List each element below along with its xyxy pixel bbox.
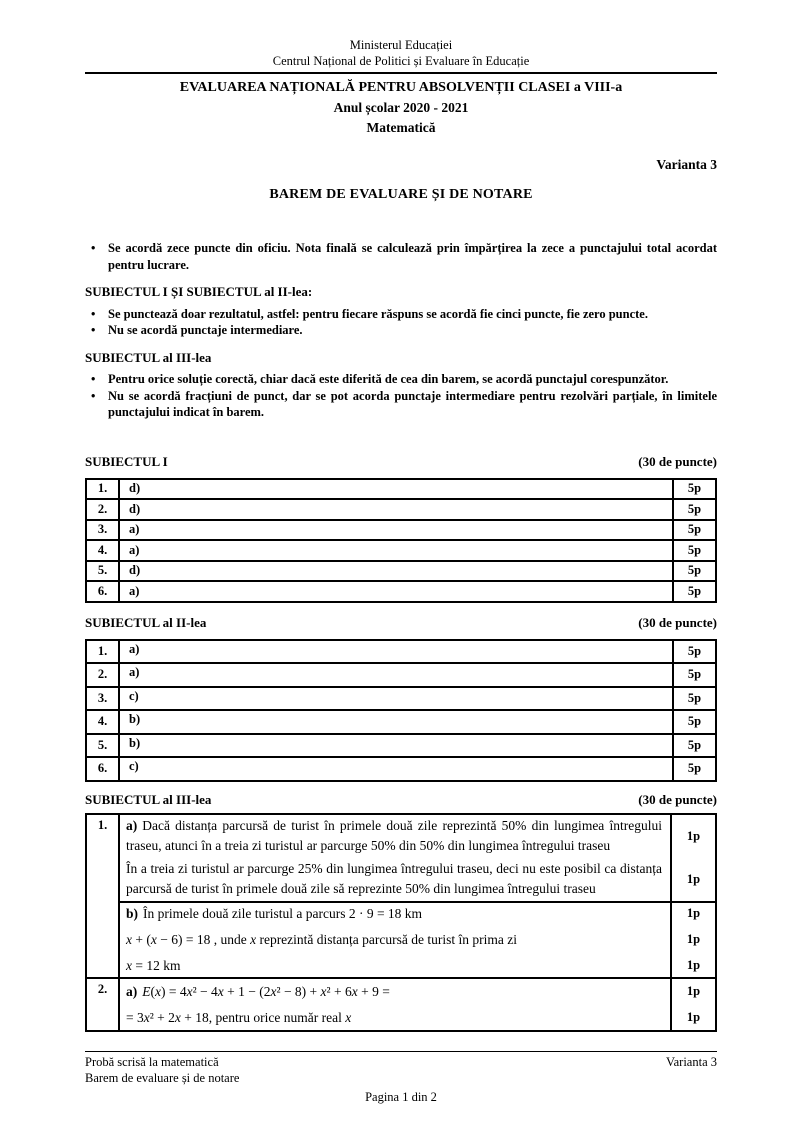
row-number: 4. [86, 540, 119, 561]
row-answer: c) [119, 687, 673, 711]
table-row [86, 663, 716, 687]
solution-line [120, 815, 715, 858]
table-row [86, 479, 716, 500]
line-points: 1p [670, 955, 715, 978]
solution-line [120, 955, 715, 978]
row-points: 5p [673, 663, 716, 687]
footer-divider [85, 1051, 717, 1052]
row-number: 2. [86, 499, 119, 520]
row-number: 1. [86, 479, 119, 500]
row-points: 5p [673, 540, 716, 561]
table-row [86, 687, 716, 711]
row-number: 4. [86, 710, 119, 734]
line-points: 1p [670, 858, 715, 901]
question-number: 1. [87, 815, 120, 978]
row-answer: a) [119, 581, 673, 602]
subject1-heading: SUBIECTUL I [85, 453, 168, 469]
row-points: 5p [673, 640, 716, 664]
row-number: 5. [86, 734, 119, 758]
row-number: 6. [86, 581, 119, 602]
row-answer: a) [119, 640, 673, 664]
row-answer: d) [119, 499, 673, 520]
row-answer: b) [119, 710, 673, 734]
footer [85, 1054, 717, 1105]
subject3-heading: SUBIECTUL al III-lea [85, 791, 212, 807]
variant-label: Varianta 3 [656, 157, 717, 172]
bullet-icon: • [91, 306, 96, 321]
instruction-item: • Nu se acordă punctaje intermediare. [85, 322, 717, 339]
row-points: 5p [673, 499, 716, 520]
instructions-block [85, 240, 717, 421]
row-points: 5p [673, 757, 716, 781]
row-number: 1. [86, 640, 119, 664]
row-points: 5p [673, 479, 716, 500]
line-points: 1p [670, 925, 715, 955]
row-number: 5. [86, 561, 119, 582]
document-title: BAREM DE EVALUARE ȘI DE NOTARE [269, 187, 533, 202]
line-points: 1p [670, 979, 715, 1005]
row-number: 6. [86, 757, 119, 781]
line-points: 1p [670, 1005, 715, 1031]
solution-text: În a treia zi turistul ar parcurge 25% din lungimea întregului traseu, deci nu este posibil ca distanța parcursă de turist în primele două zile să reprezinte 50% din lungimea întregului traseu [126, 860, 662, 896]
footer-doc-type: Probă scrisă la matematică [85, 1055, 219, 1069]
subject3-points: (30 de puncte) [638, 791, 717, 807]
question-1b-section [120, 901, 715, 978]
subject-name: Matematică [366, 120, 436, 135]
line-points: 1p [670, 903, 715, 926]
subject3-heading-row [85, 792, 717, 808]
question-2-row [87, 977, 715, 1030]
solution-math: x = 12 km [126, 957, 181, 973]
row-points: 5p [673, 734, 716, 758]
instruction-item: • Se punctează doar rezultatul, astfel: pentru fiecare răspuns se acordă fie cinci puncte, fie zero puncte. [85, 306, 717, 323]
exam-title: EVALUAREA NAȚIONALĂ PENTRU ABSOLVENȚII CLASEI a VIII-a [179, 80, 623, 95]
solution-line [120, 925, 715, 955]
subject2-table [85, 639, 717, 782]
row-points: 5p [673, 561, 716, 582]
solution-math: a) E(x) = 4x² − 4x + 1 − (2x² − 8) + x² + 6x + 9 = [126, 984, 390, 999]
line-points: 1p [670, 815, 715, 858]
row-points: 5p [673, 581, 716, 602]
table-row [86, 499, 716, 520]
question-1-row [87, 815, 715, 978]
section-1-2-heading: SUBIECTUL I ȘI SUBIECTUL al II-lea: [85, 284, 313, 299]
bullet-icon: • [91, 241, 96, 255]
solution-line [120, 1005, 715, 1031]
table-row [86, 520, 716, 541]
bullet-icon: • [91, 372, 96, 386]
subject3-table [85, 813, 717, 1033]
row-points: 5p [673, 710, 716, 734]
center-name: Centrul Național de Politici și Evaluare în Educație [272, 54, 530, 68]
row-number: 3. [86, 520, 119, 541]
solution-line [120, 979, 715, 1005]
subject1-table [85, 478, 717, 603]
solution-line [120, 858, 715, 901]
row-answer: d) [119, 479, 673, 500]
subject2-heading: SUBIECTUL al II-lea [85, 614, 207, 630]
section-3-heading: SUBIECTUL al III-lea [85, 349, 212, 365]
footer-variant: Varianta 3 [665, 1055, 717, 1069]
table-row [86, 581, 716, 602]
question-2a-section [120, 979, 715, 1030]
instruction-item: • Nu se acordă fracțiuni de punct, dar se pot acorda punctaje intermediare pentru rezolvări parțiale, în limitele punctajului indicat în barem. [85, 388, 717, 421]
solution-line [120, 903, 715, 926]
row-number: 3. [86, 687, 119, 711]
table-row [86, 640, 716, 664]
row-answer: a) [119, 540, 673, 561]
footer-doc-subtitle: Barem de evaluare și de notare [85, 1071, 240, 1085]
row-number: 2. [86, 663, 119, 687]
school-year: Anul școlar 2020 - 2021 [333, 100, 469, 115]
ministry-name: Ministerul Educației [349, 38, 453, 52]
table-row [86, 757, 716, 781]
header-divider [85, 72, 717, 74]
subject2-points: (30 de puncte) [638, 614, 717, 630]
row-answer: a) [119, 520, 673, 541]
table-row [86, 710, 716, 734]
bullet-icon: • [91, 323, 96, 337]
table-row [86, 561, 716, 582]
table-row [86, 540, 716, 561]
solution-math: x + (x − 6) = 18 , unde x reprezintă distanța parcursă de turist în prima zi [126, 932, 517, 947]
row-answer: c) [119, 757, 673, 781]
bullet-icon: • [91, 388, 96, 403]
question-1a-section [120, 815, 715, 901]
row-answer: b) [119, 734, 673, 758]
page-number: Pagina 1 din 2 [365, 1090, 437, 1104]
general-instruction: • Se acordă zece puncte din oficiu. Nota finală se calculează prin împărțirea la zece a punctajului total acordat pentru lucrare. [85, 240, 717, 273]
instruction-item: • Pentru orice soluție corectă, chiar dacă este diferită de cea din barem, se acordă punctajul corespunzător. [85, 371, 717, 388]
row-points: 5p [673, 687, 716, 711]
subject2-heading-row [85, 615, 717, 631]
question-number: 2. [87, 979, 120, 1030]
row-points: 5p [673, 520, 716, 541]
row-answer: a) [119, 663, 673, 687]
subject1-points: (30 de puncte) [638, 453, 717, 469]
table-row [86, 734, 716, 758]
solution-text: a) Dacă distanța parcursă de turist în primele două zile reprezintă 50% din lungimea întregului traseu, atunci în a treia zi turistul ar parcurge 50% din 50% din lungimea întregului traseu [126, 817, 662, 853]
solution-text: b) În primele două zile turistul a parcurs 2 · 9 = 18 km [126, 905, 423, 921]
solution-math: = 3x² + 2x + 18, pentru orice număr real x [126, 1009, 352, 1025]
subject1-heading-row [85, 454, 717, 470]
row-answer: d) [119, 561, 673, 582]
